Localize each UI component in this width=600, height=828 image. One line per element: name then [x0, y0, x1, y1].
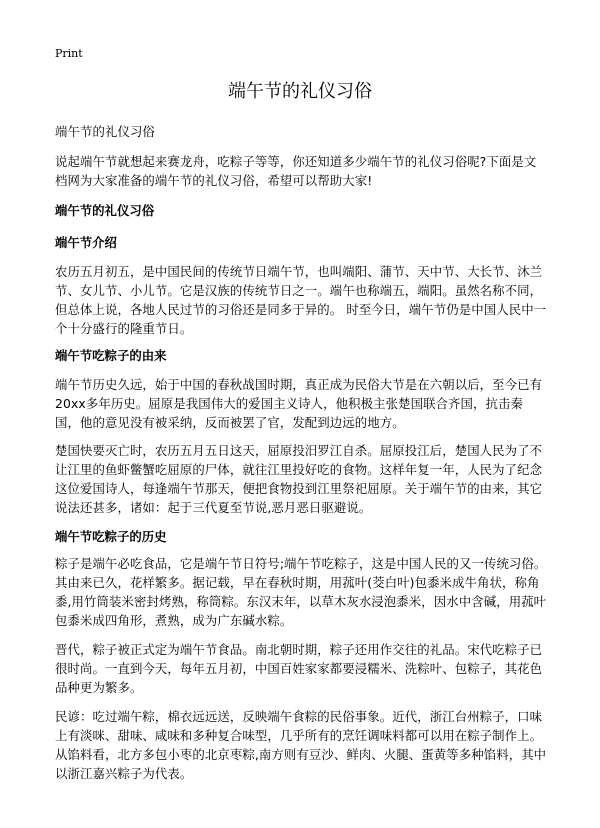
print-link[interactable]: Print	[55, 47, 83, 60]
section-heading-origin: 端午节吃粽子的由来	[55, 348, 167, 363]
section-heading-intro: 端午节介绍	[55, 235, 117, 250]
paragraph-origin-2: 楚国快要灭亡时，农历五月五日这天，屈原投汨罗江自杀。屈原投江后，楚国人民为了不让江里的鱼虾鳖蟹吃屈原的尸体，就往江里投好吃的食物。这样年复一年，人民为了纪念这位爱国诗人，每逢端午节那天，便把食物投到江里祭祀屈原。关于端午节的由来，其它说法还甚多，诸如：起于三代夏至节说,恶月恶日驱避说。	[55, 443, 543, 515]
paragraph-history-3: 民谚：吃过端午粽，棉衣远远送，反映端午食粽的民俗事象。近代，浙江台州粽子，口味上有淡咪、甜味、咸味和多种复合味型，几乎所有的烹饪调味料都可以用在粽子制作上。从馅料看，北方多包小枣的北京枣粽,南方则有豆沙、鲜肉、火腿、蛋黄等多种馅料，其中以浙江嘉兴粽子为代表。	[55, 709, 547, 781]
paragraph-history-2: 晋代，粽子被正式定为端午节食品。南北朝时期，粽子还用作交往的礼品。宋代吃粽子已很时尚。一直到今天，每年五月初，中国百姓家家都要浸糯米、洗粽叶、包粽子，其花色品种更为繁多。	[55, 642, 543, 695]
article-subtitle: 端午节的礼仪习俗	[55, 124, 155, 139]
page-title: 端午节的礼仪习俗	[228, 81, 372, 102]
intro-paragraph: 说起端午节就想起来赛龙舟，吃粽子等等，你还知道多少端午节的礼仪习俗呢?下面是文档网为大家准备的端午节的礼仪习俗，希望可以帮助大家!	[55, 154, 537, 188]
paragraph-history-1: 粽子是端午必吃食品，它是端午节日符号;端午节吃粽子，这是中国人民的又一传统习俗。其由来已久，花样繁多。据记载，早在春秋时期，用菰叶(茭白叶)包黍米成牛角状，称角黍,用竹筒装米密封烤熟，称筒粽。东汉末年，以草木灰水浸泡黍米，因水中含碱，用菰叶包黍米成四角形，煮熟，成为广东碱水粽。	[55, 556, 547, 628]
paragraph-festival-intro: 农历五月初五，是中国民间的传统节日端午节，也叫端阳、蒲节、天中节、大长节、沐兰节、女儿节、小儿节。它是汉族的传统节日之一。端午也称端五，端阳。虽然名称不同，但总体上说，各地人民过节的习俗还是同多于异的。 时至今日，端午节仍是中国人民中一个十分盛行的隆重节日。	[55, 264, 547, 336]
paragraph-origin-1: 端午节历史久远，始于中国的春秋战国时期，真正成为民俗大节是在六朝以后，至今已有20xx多年历史。屈原是我国伟大的爱国主义诗人，他积极主张楚国联合齐国，抗击秦国，他的意见没有被采纳，反而被罢了官，发配到边远的地方。	[55, 377, 543, 430]
section-heading-main: 端午节的礼仪习俗	[55, 203, 155, 218]
section-heading-history: 端午节吃粽子的历史	[55, 529, 167, 544]
